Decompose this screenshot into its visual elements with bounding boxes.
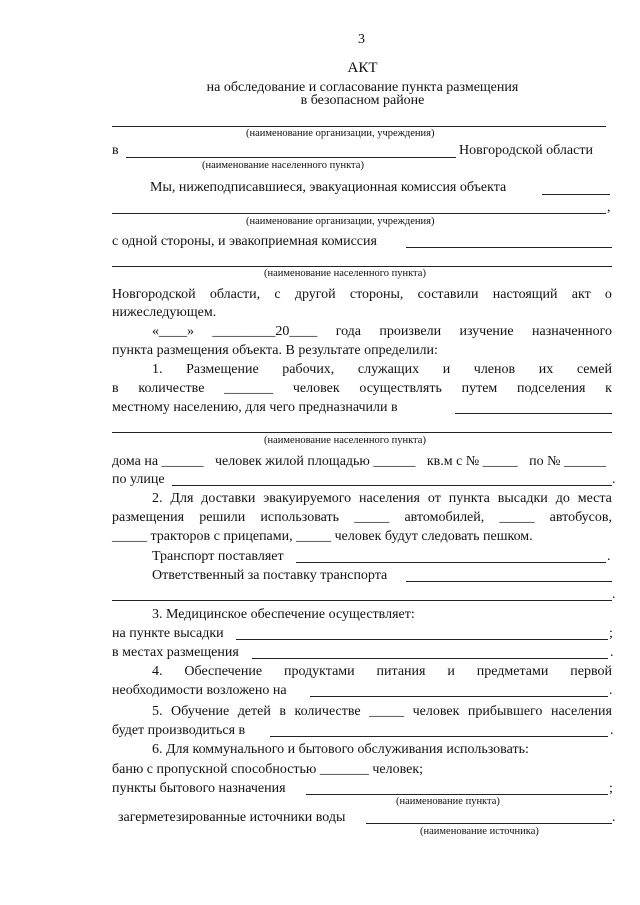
word: от bbox=[427, 491, 441, 506]
word: и bbox=[447, 664, 455, 679]
word: стороны, bbox=[349, 287, 404, 302]
caption-organization-2: (наименование организации, учреждения) bbox=[246, 216, 435, 227]
word: осуществлять bbox=[359, 381, 442, 396]
document-subtitle-line2: в безопасном районе bbox=[300, 93, 425, 108]
word: акт bbox=[571, 287, 591, 302]
word: о bbox=[604, 287, 612, 302]
word: прибывшего bbox=[467, 704, 543, 719]
word: настоящий bbox=[492, 287, 558, 302]
word: Обучение bbox=[171, 704, 230, 719]
fill-line-organization-2 bbox=[112, 213, 606, 214]
document-title: АКТ bbox=[347, 60, 378, 76]
word: продуктами bbox=[283, 664, 355, 679]
item3-heading: 3. Медицинское обеспечение осуществляет: bbox=[152, 607, 415, 622]
word: членов bbox=[473, 362, 516, 377]
word: питания bbox=[376, 664, 426, 679]
fill-line-responsible-2 bbox=[112, 600, 612, 601]
paragraph-region-line2: нижеследующем. bbox=[112, 305, 217, 320]
region-name: Новгородской области bbox=[459, 143, 593, 158]
house-number-to: по № ______ bbox=[529, 454, 606, 469]
word: высадки bbox=[497, 491, 548, 506]
commission-text: Мы, нижеподписавшиеся, эвакуационная комиссия объекта bbox=[150, 180, 507, 195]
date-line2: пункта размещения объекта. В результате определили: bbox=[112, 343, 438, 358]
word: назначенного bbox=[531, 324, 612, 339]
water-end: . bbox=[612, 810, 616, 825]
living-area: человек жилой площадью ______ bbox=[215, 454, 416, 469]
item2-line2 bbox=[112, 510, 612, 526]
comma: , bbox=[607, 200, 611, 215]
word: размещения bbox=[112, 510, 185, 525]
date-line1 bbox=[152, 324, 612, 340]
word: количестве bbox=[294, 704, 361, 719]
page-number: 3 bbox=[358, 32, 365, 47]
word: составили bbox=[417, 287, 479, 302]
fill-line-landing bbox=[236, 639, 608, 640]
word: рабочих, bbox=[282, 362, 335, 377]
document-subtitle-line1: на обследование и согласование пункта размещения bbox=[206, 80, 519, 95]
word: семей bbox=[576, 362, 612, 377]
fill-line-household bbox=[306, 794, 608, 795]
word: подселения bbox=[517, 381, 586, 396]
word: населения bbox=[550, 704, 612, 719]
household-end: ; bbox=[609, 781, 613, 796]
word: доставки bbox=[201, 491, 256, 506]
word: количестве bbox=[138, 381, 205, 396]
item5-line2: будет производиться в bbox=[112, 723, 246, 738]
label-v: в bbox=[112, 143, 119, 158]
word: путем bbox=[461, 381, 498, 396]
word: Для bbox=[170, 491, 194, 506]
item6-heading: 6. Для коммунального и бытового обслуживания использовать: bbox=[152, 742, 529, 757]
landing-label: на пункте высадки bbox=[112, 626, 224, 641]
fill-line-receiving-commission bbox=[406, 247, 612, 248]
word: произвели bbox=[379, 324, 442, 339]
word: _____ bbox=[369, 704, 405, 719]
fill-line-provision bbox=[310, 696, 608, 697]
caption-settlement-2: (наименование населенного пункта) bbox=[264, 268, 426, 279]
word: другой bbox=[294, 287, 336, 302]
item5-end: . bbox=[610, 723, 614, 738]
item1-line1 bbox=[152, 362, 612, 378]
item4-line2: необходимости возложено на bbox=[112, 683, 287, 698]
one-side-text: с одной стороны, и эвакоприемная комиссия bbox=[112, 234, 377, 249]
word: пункта bbox=[448, 491, 490, 506]
houses-count: дома на ______ bbox=[112, 454, 204, 469]
item4-end: . bbox=[609, 683, 613, 698]
fill-line-settlement-3 bbox=[112, 432, 612, 433]
fill-line-places bbox=[252, 658, 608, 659]
water-label: загерметезированные источники воды bbox=[118, 810, 346, 825]
item2-line3: _____ тракторов с прицепами, _____ человек будут следовать пешком. bbox=[112, 529, 533, 544]
word: первой bbox=[570, 664, 612, 679]
transport-label: Транспорт поставляет bbox=[152, 549, 284, 564]
word: эвакуируемого bbox=[263, 491, 352, 506]
word: предметами bbox=[476, 664, 549, 679]
transport-end: . bbox=[607, 549, 611, 564]
street-end: . bbox=[612, 472, 616, 487]
word: Обеспечение bbox=[184, 664, 263, 679]
word: и bbox=[442, 362, 451, 377]
word: _________20____ bbox=[212, 324, 318, 339]
bath-line: баню с пропускной способностью _______ человек; bbox=[112, 762, 424, 777]
word: детей bbox=[237, 704, 271, 719]
word: места bbox=[577, 491, 612, 506]
word: в bbox=[112, 381, 119, 396]
word: автобусов, bbox=[549, 510, 612, 525]
word: к bbox=[605, 381, 612, 396]
word: Размещение bbox=[186, 362, 259, 377]
word: человек bbox=[412, 704, 460, 719]
caption-source: (наименование источника) bbox=[420, 826, 539, 837]
word: автомобилей, bbox=[404, 510, 485, 525]
caption-settlement: (наименование населенного пункта) bbox=[202, 160, 364, 171]
fill-line-assigned-settlement bbox=[455, 413, 612, 414]
word: изучение bbox=[459, 324, 514, 339]
household-label: пункты бытового назначения bbox=[112, 781, 286, 796]
caption-organization: (наименование организации, учреждения) bbox=[246, 128, 435, 139]
fill-line-transport bbox=[296, 562, 606, 563]
item2-line1 bbox=[152, 491, 612, 507]
word: служащих bbox=[357, 362, 420, 377]
fill-line-settlement bbox=[126, 157, 456, 158]
word: области, bbox=[209, 287, 261, 302]
word: в bbox=[279, 704, 286, 719]
fill-line-water bbox=[366, 823, 612, 824]
caption-point: (наименование пункта) bbox=[396, 796, 500, 807]
word: _____ bbox=[499, 510, 535, 525]
item4-line1 bbox=[152, 664, 612, 680]
word: «____» bbox=[152, 324, 194, 339]
word: до bbox=[555, 491, 570, 506]
word: их bbox=[538, 362, 554, 377]
word: _______ bbox=[224, 381, 274, 396]
house-number-from: кв.м с № _____ bbox=[426, 454, 518, 469]
item1-line2 bbox=[112, 381, 612, 397]
word: 1. bbox=[152, 362, 163, 377]
word: Новгородской bbox=[112, 287, 196, 302]
word: года bbox=[335, 324, 362, 339]
caption-settlement-3: (наименование населенного пункта) bbox=[264, 435, 426, 446]
item5-line1 bbox=[152, 704, 612, 720]
fill-line-settlement-2 bbox=[112, 266, 612, 267]
word: человек bbox=[292, 381, 340, 396]
fill-line-organization bbox=[112, 126, 606, 127]
paragraph-region-line1 bbox=[112, 287, 612, 303]
responsible-end: . bbox=[612, 587, 616, 602]
responsible-label: Ответственный за поставку транспорта bbox=[152, 568, 388, 583]
word: использовать bbox=[260, 510, 340, 525]
word: 5. bbox=[152, 704, 163, 719]
word: 4. bbox=[152, 664, 163, 679]
houses-line bbox=[112, 454, 606, 470]
fill-line-education bbox=[270, 736, 608, 737]
word: с bbox=[274, 287, 281, 302]
fill-line-street bbox=[172, 485, 612, 486]
places-end: . bbox=[610, 645, 614, 660]
word: _____ bbox=[354, 510, 390, 525]
landing-end: ; bbox=[609, 626, 613, 641]
fill-line-responsible bbox=[406, 581, 612, 582]
fill-line-object bbox=[542, 194, 610, 195]
street-label: по улице bbox=[112, 472, 165, 487]
word: населения bbox=[359, 491, 420, 506]
word: 2. bbox=[152, 491, 163, 506]
word: решили bbox=[199, 510, 246, 525]
item1-line3: местному населению, для чего предназначили в bbox=[112, 400, 398, 415]
places-label: в местах размещения bbox=[112, 645, 239, 660]
